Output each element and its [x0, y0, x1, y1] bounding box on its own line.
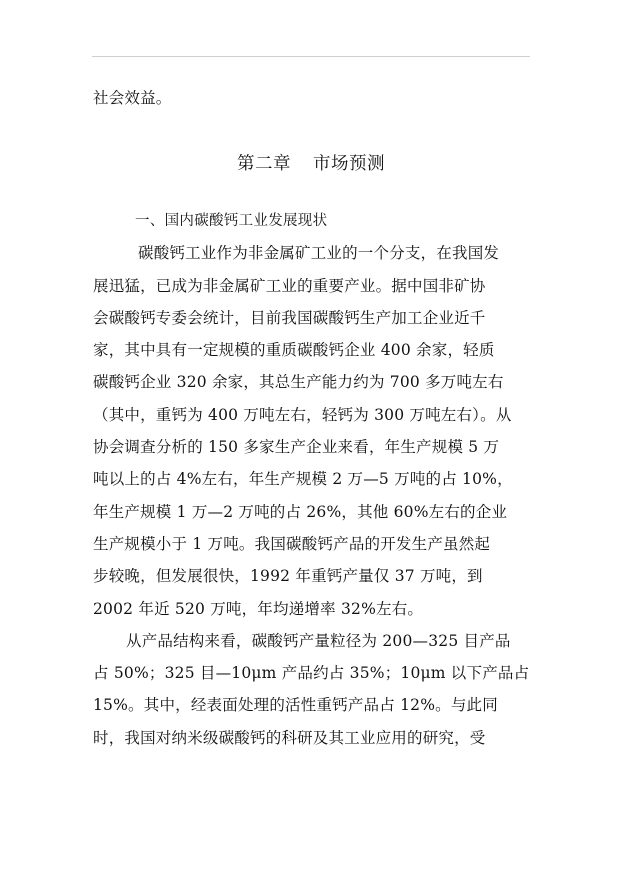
paragraph-line: 吨以上的占 4%左右，年生产规模 2 万—5 万吨的占 10%，: [93, 470, 513, 489]
paragraph-line: 协会调查分析的 150 多家生产企业来看，年生产规模 5 万: [93, 438, 500, 457]
paragraph-line: 从产品结构来看，碳酸钙产量粒径为 200—325 目产品: [126, 631, 511, 650]
paragraph-line: 年生产规模 1 万—2 万吨的占 26%，其他 60%左右的企业: [93, 502, 508, 521]
paragraph-line: （其中，重钙为 400 万吨左右，轻钙为 300 万吨左右）。从: [93, 405, 512, 424]
paragraph-line: 占 50%；325 目—10μm 产品约占 35%；10μm 以下产品占: [93, 664, 529, 683]
chapter-title: [93, 148, 529, 180]
paragraph-line: 2002 年近 520 万吨，年均递增率 32%左右。: [93, 599, 424, 618]
intro-line: 社会效益。: [93, 89, 172, 107]
paragraph-line: 碳酸钙企业 320 余家，其总生产能力约为 700 多万吨左右: [93, 373, 504, 392]
paragraph-line: 碳酸钙工业作为非金属矿工业的一个分支，在我国发: [138, 244, 500, 263]
paragraph-line: 会碳酸钙专委会统计，目前我国碳酸钙生产加工企业近千: [93, 308, 486, 327]
paragraph-line: 家，其中具有一定规模的重质碳酸钙企业 400 余家，轻质: [93, 341, 495, 360]
paragraph-line: 时，我国对纳米级碳酸钙的科研及其工业应用的研究，受: [93, 728, 486, 747]
paragraph-line: 15%。其中，经表面处理的活性重钙产品占 12%。与此同: [93, 696, 498, 715]
chapter-number: 第二章: [237, 154, 291, 175]
paragraph-line: 生产规模小于 1 万吨。我国碳酸钙产品的开发生产虽然起: [93, 534, 491, 553]
paragraph-line: 展迅猛，已成为非金属矿工业的重要产业。据中国非矿协: [93, 276, 486, 295]
paragraph-1: [93, 237, 529, 625]
section-heading: 一、国内碳酸钙工业发展现状: [135, 213, 328, 230]
page-header-rule: [92, 56, 530, 57]
chapter-name: 市场预测: [313, 154, 385, 175]
paragraph-line: 步较晚，但发展很快，1992 年重钙产量仅 37 万吨，到: [93, 567, 483, 586]
document-body: [93, 82, 529, 754]
paragraph-2: [93, 625, 529, 754]
